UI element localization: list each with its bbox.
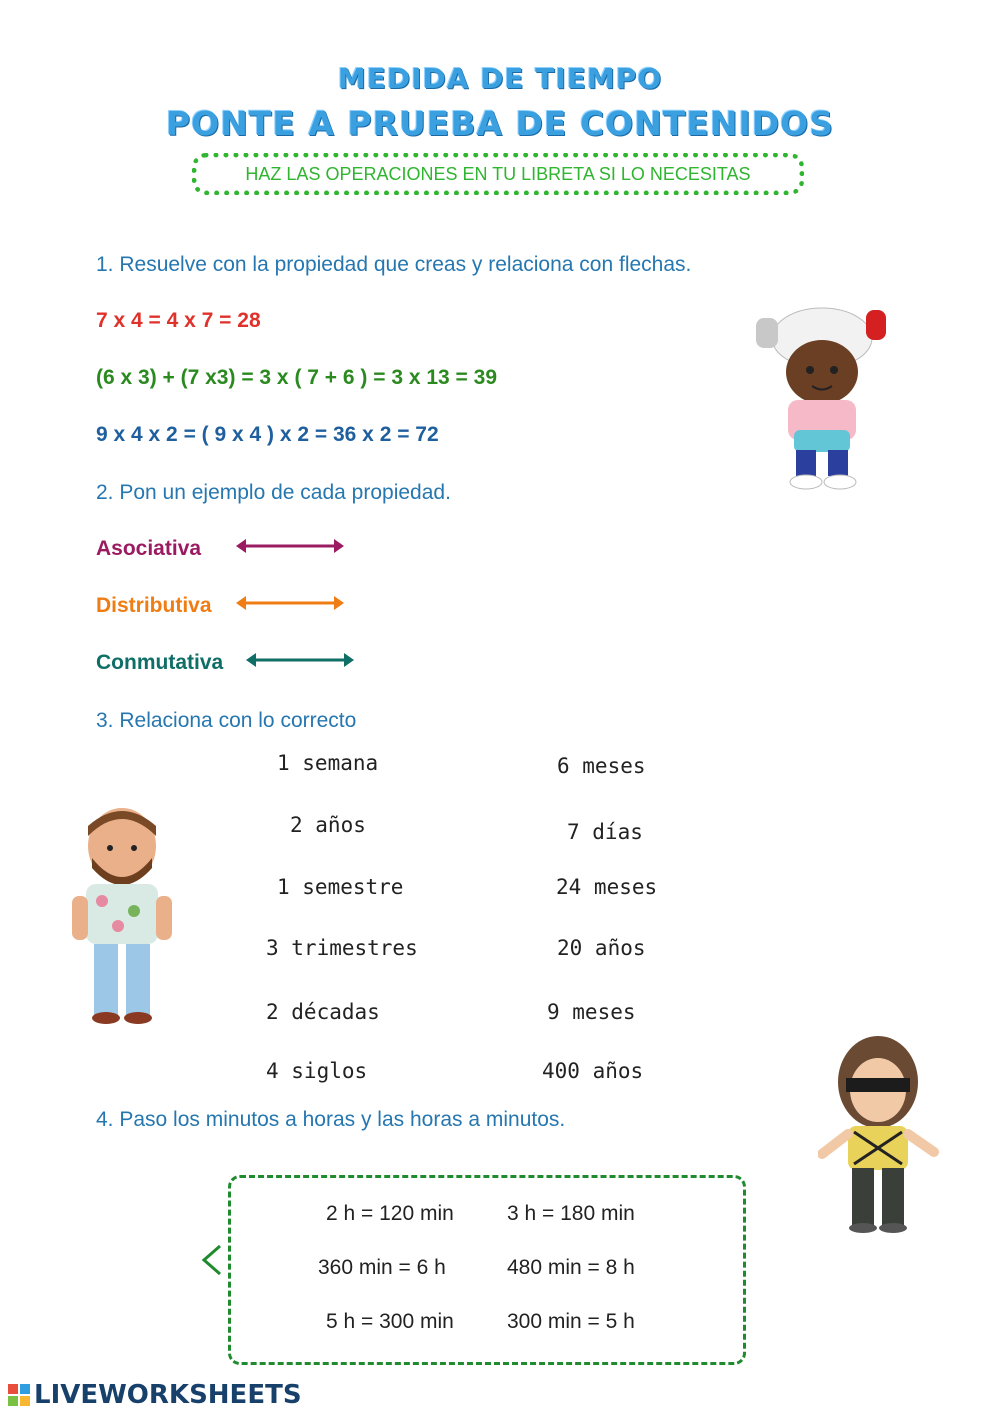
double-arrow-icon[interactable] — [236, 593, 344, 613]
match-right-item[interactable]: 7 días — [567, 820, 643, 844]
worksheet-title: MEDIDA DE TIEMPO — [337, 62, 663, 95]
double-arrow-icon[interactable] — [246, 650, 354, 670]
match-right-item[interactable]: 6 meses — [557, 754, 646, 778]
conversion-cell[interactable]: 5 h = 300 min — [326, 1310, 454, 1333]
conversion-cell[interactable]: 3 h = 180 min — [507, 1202, 635, 1225]
match-left-item[interactable]: 1 semestre — [277, 875, 404, 899]
property-distributiva: Distributiva — [96, 594, 212, 617]
conversion-cell[interactable]: 480 min = 8 h — [507, 1256, 635, 1279]
equation-2: (6 x 3) + (7 x3) = 3 x ( 7 + 6 ) = 3 x 13 = 39 — [96, 366, 497, 389]
blindfolded-girl-figure — [818, 1034, 942, 1234]
conversion-cell[interactable]: 360 min = 6 h — [318, 1256, 446, 1279]
liveworksheets-logo-icon — [8, 1384, 30, 1406]
double-arrow-icon[interactable] — [236, 536, 344, 556]
time-conversion-box — [228, 1175, 746, 1365]
question-1-title: 1. Resuelve con la propiedad que creas y relaciona con flechas. — [96, 253, 692, 276]
liveworksheets-logo: LIVEWORKSHEETS — [34, 1380, 302, 1410]
property-conmutativa: Conmutativa — [96, 651, 224, 674]
instructions-text: HAZ LAS OPERACIONES EN TU LIBRETA SI LO NECESITAS — [245, 164, 751, 184]
question-4-title: 4. Paso los minutos a horas y las horas a minutos. — [96, 1108, 566, 1131]
girl-helmet-figure — [752, 300, 892, 492]
bearded-man-figure — [72, 806, 172, 1024]
match-left-item[interactable]: 4 siglos — [266, 1059, 368, 1083]
equation-1: 7 x 4 = 4 x 7 = 28 — [96, 309, 261, 332]
match-right-item[interactable]: 400 años — [542, 1059, 644, 1083]
match-left-item[interactable]: 1 semana — [277, 751, 379, 775]
conversion-cell[interactable]: 300 min = 5 h — [507, 1310, 635, 1333]
match-right-item[interactable]: 9 meses — [547, 1000, 636, 1024]
worksheet-subtitle: PONTE A PRUEBA DE CONTENIDOS — [165, 104, 835, 143]
question-3-title: 3. Relaciona con lo correcto — [96, 709, 357, 732]
match-left-item[interactable]: 3 trimestres — [266, 936, 418, 960]
question-2-title: 2. Pon un ejemplo de cada propiedad. — [96, 481, 451, 504]
match-right-item[interactable]: 20 años — [557, 936, 646, 960]
instructions-box — [192, 153, 804, 195]
bracket-mark-icon — [200, 1244, 224, 1278]
match-left-item[interactable]: 2 décadas — [266, 1000, 380, 1024]
equation-3: 9 x 4 x 2 = ( 9 x 4 ) x 2 = 36 x 2 = 72 — [96, 423, 439, 446]
conversion-cell[interactable]: 2 h = 120 min — [326, 1202, 454, 1225]
match-right-item[interactable]: 24 meses — [556, 875, 658, 899]
property-asociativa: Asociativa — [96, 537, 202, 560]
match-left-item[interactable]: 2 años — [290, 813, 366, 837]
